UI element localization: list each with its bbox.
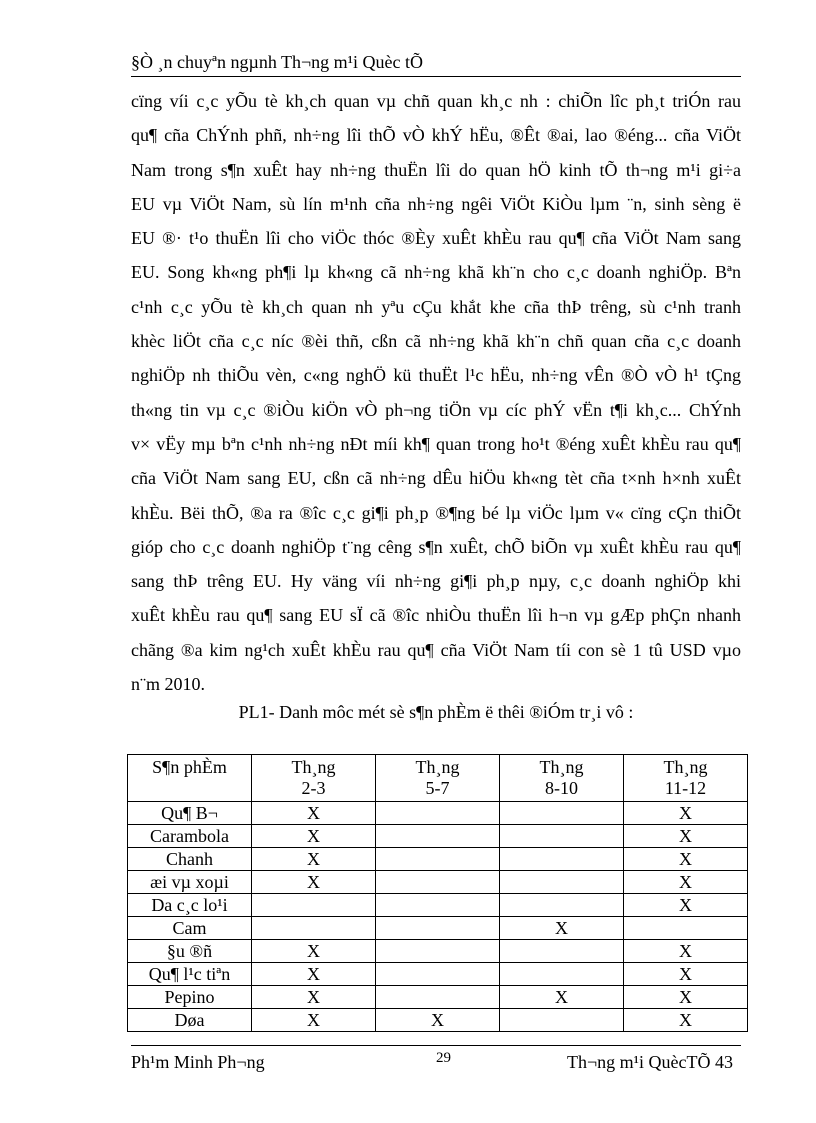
product-name-cell: Pepino [128,986,252,1009]
body-line: EU vµ ViÖt Nam, sù lín m¹nh cña nh÷ng ngêi ViÖt KiÒu lµm ¨n, sinh sèng ë [131,193,741,214]
header-month-5-7: Th¸ng 5-7 [376,755,500,802]
body-line: EU. Song kh«ng ph¶i lµ kh«ng cã nh÷ng khã kh¨n cho c¸c doanh nghiÖp. Bªn [131,262,741,283]
body-line: cña ViÖt Nam sang EU, cßn cã nh÷ng dÊu hiÖu kh«ng tèt cña t×nh h×nh xuÊt [131,468,741,489]
table-row [128,1009,748,1032]
running-header: §Ò ¸n chuyªn ngµnh Th¬ng m¹i Quèc tÕ [131,52,424,72]
month-5-7-cell [376,917,500,940]
product-name-cell: Cam [128,917,252,940]
header-month-11-12: Th¸ng 11-12 [624,755,748,802]
month-8-10-cell [500,963,624,986]
footer-class: Th¬ng m¹i QuècTÕ 43 [566,1052,733,1072]
month-2-3-cell: X [252,871,376,894]
month-2-3-cell: X [252,940,376,963]
month-2-3-cell: X [252,986,376,1009]
body-line: nghiÖp nh thiÕu vèn, c«ng nghÖ kü thuËt l¹c hËu, nh÷ng vÊn ®Ò vÒ h¹ tÇng [131,365,741,386]
table-caption: PL1- Danh môc mét sè s¶n phÈm ë thêi ®iÓm tr¸i vô : [238,702,634,722]
table-row [128,940,748,963]
month-5-7-cell [376,963,500,986]
month-11-12-cell: X [624,802,748,825]
month-11-12-cell: X [624,963,748,986]
month-11-12-cell: X [624,894,748,917]
table-row [128,871,748,894]
month-2-3-cell: X [252,825,376,848]
product-name-cell: Da c¸c lo¹i [128,894,252,917]
body-line: Nam trong s¶n xuÊt hay nh÷ng thuËn lîi do quan hÖ kinh tÕ th¬ng m¹i gi÷a [131,159,741,180]
month-8-10-cell [500,802,624,825]
month-2-3-cell [252,894,376,917]
month-5-7-cell [376,848,500,871]
product-name-cell: Qu¶ l¹c tiªn [128,963,252,986]
month-5-7-cell [376,940,500,963]
body-line: EU ®· t¹o thuËn lîi cho viÖc thóc ®Èy xuÊt khÈu rau qu¶ cña ViÖt Nam sang [131,228,741,249]
body-line: v× vËy mµ bªn c¹nh nh÷ng nÐt míi kh¶ quan trong ho¹t ®éng xuÊt khÈu rau qu¶ [131,433,741,454]
header-product: S¶n phÈm [128,755,252,802]
month-8-10-cell [500,871,624,894]
table-row [128,917,748,940]
month-2-3-cell: X [252,1009,376,1032]
product-name-cell: Carambola [128,825,252,848]
month-2-3-cell [252,917,376,940]
body-line: sang thÞ trêng EU. Hy väng víi nh÷ng gi¶i ph¸p nµy, c¸c doanh nghiÖp khi [131,571,741,592]
month-5-7-cell [376,825,500,848]
month-11-12-cell: X [624,825,748,848]
table-row [128,986,748,1009]
month-2-3-cell: X [252,802,376,825]
body-line: xuÊt khÈu rau qu¶ sang EU sÏ cã ®îc nhiÒu thuËn lîi h¬n vµ gÆp phÇn nhanh [131,605,741,626]
month-5-7-cell [376,986,500,1009]
product-name-cell: §u ®ñ [128,940,252,963]
body-line: chãng ®a kim ng¹ch xuÊt khÈu rau qu¶ cña ViÖt Nam tíi con sè 1 tû USD vµo [131,639,741,660]
table-row [128,825,748,848]
month-11-12-cell: X [624,986,748,1009]
table-row [128,894,748,917]
table-row [128,802,748,825]
body-line: n¨m 2010. [131,674,205,695]
product-name-cell: Chanh [128,848,252,871]
product-name-cell: Døa [128,1009,252,1032]
product-season-table [127,754,748,1032]
month-8-10-cell [500,848,624,871]
page-number: 29 [436,1050,451,1066]
product-name-cell: Qu¶ B¬ [128,802,252,825]
body-line: c¹nh c¸c yÕu tè kh¸ch quan nh yªu cÇu khắt khe cña thÞ trêng, sù c¹nh tranh [131,296,741,317]
month-8-10-cell [500,825,624,848]
table-header-row [128,755,748,802]
table-row [128,848,748,871]
footer-rule [131,1045,741,1046]
month-5-7-cell [376,871,500,894]
month-8-10-cell: X [500,917,624,940]
body-line: qu¶ cña ChÝnh phñ, nh÷ng lîi thÕ vÒ khÝ hËu, ®Êt ®ai, lao ®éng... cña ViÖt [131,125,741,146]
month-8-10-cell [500,940,624,963]
month-8-10-cell [500,894,624,917]
month-5-7-cell [376,894,500,917]
month-11-12-cell: X [624,940,748,963]
product-name-cell: æi vµ xoµi [128,871,252,894]
table-row [128,963,748,986]
month-2-3-cell: X [252,963,376,986]
body-line: th«ng tin vµ c¸c ®iÒu kiÖn vÒ ph¬ng tiÖn vµ cíc phÝ vËn t¶i kh¸c... ChÝnh [131,399,741,420]
body-paragraph [131,84,741,701]
body-line: cïng víi c¸c yÕu tè kh¸ch quan vµ chñ quan kh¸c nh : chiÕn lîc ph¸t triÓn rau [131,91,741,111]
month-5-7-cell [376,802,500,825]
month-11-12-cell: X [624,1009,748,1032]
month-5-7-cell: X [376,1009,500,1032]
month-2-3-cell: X [252,848,376,871]
body-line: gióp cho c¸c doanh nghiÖp t¨ng cêng s¶n xuÊt, chÕ biÕn vµ xuÊt khÈu rau qu¶ [131,536,741,557]
month-8-10-cell [500,1009,624,1032]
month-11-12-cell: X [624,871,748,894]
body-line: khÈu. Bëi thÕ, ®a ra ®îc c¸c gi¶i ph¸p ®¶ng bé lµ viÖc lµm v« cïng cÇn thiÕt [131,502,741,523]
month-11-12-cell [624,917,748,940]
header-month-2-3: Th¸ng 2-3 [252,755,376,802]
header-rule [131,76,741,77]
month-11-12-cell: X [624,848,748,871]
footer-author: Ph¹m Minh Ph¬ng [131,1052,265,1072]
header-month-8-10: Th¸ng 8-10 [500,755,624,802]
body-line: khèc liÖt cña c¸c níc ®èi thñ, cßn cã nh÷ng khã kh¨n chñ quan cña c¸c doanh [131,331,741,352]
month-8-10-cell: X [500,986,624,1009]
